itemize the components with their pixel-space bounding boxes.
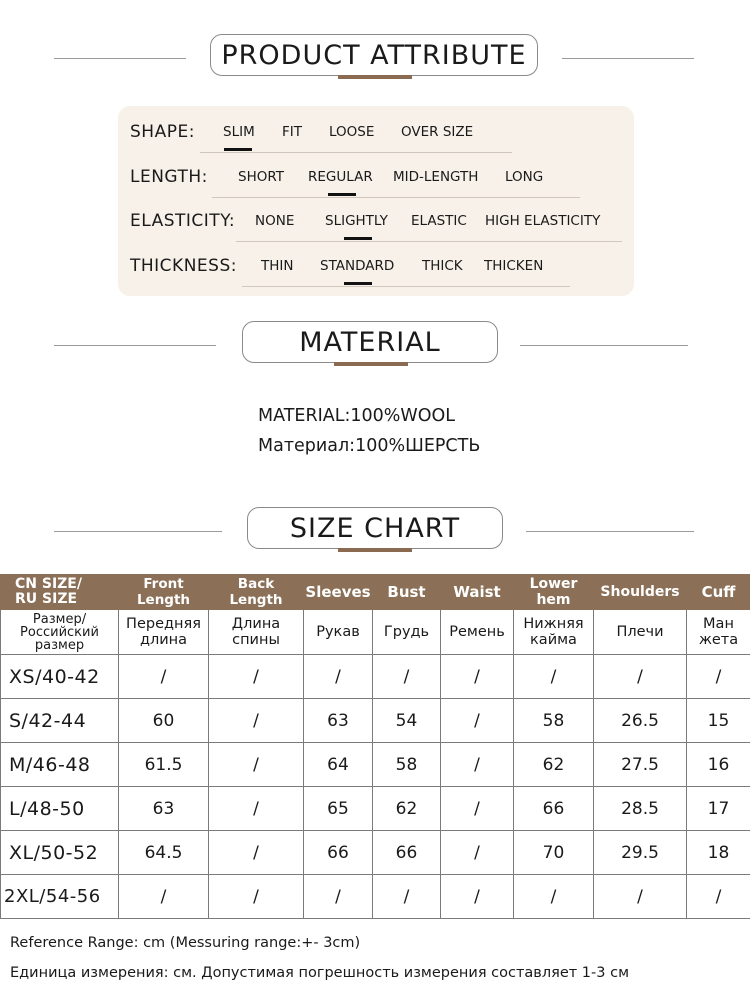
attr-underline (212, 197, 580, 198)
value-cell: 58 (514, 699, 594, 743)
attr-option: STANDARD (320, 258, 395, 274)
ru-line: Передняя (126, 616, 201, 632)
ru-line: Ремень (449, 624, 505, 640)
attr-option: HIGH ELASTICITY (485, 213, 601, 229)
header-line: CN SIZE/ (15, 576, 82, 592)
attr-underline (236, 241, 622, 242)
selected-mark (344, 282, 372, 285)
attr-option: THIN (261, 258, 294, 274)
divider-left (54, 58, 186, 59)
header-lower-hem: Lower hem (514, 575, 594, 610)
value-cell: / (119, 655, 209, 699)
accent-bar (334, 362, 408, 366)
divider-left (54, 531, 222, 532)
attr-option: OVER SIZE (401, 124, 474, 140)
attr-option: NONE (255, 213, 295, 229)
ru-line: жета (698, 632, 739, 648)
header-bust: Bust (373, 575, 441, 610)
header-cuff: Cuff (687, 575, 750, 610)
table-row (1, 787, 750, 831)
ru-line: кайма (530, 632, 577, 648)
header-shoulders: Shoulders (594, 575, 687, 610)
ru-header-shoulders (594, 610, 687, 655)
attr-row-elasticity (118, 207, 634, 237)
value-cell: / (441, 743, 514, 787)
accent-bar (338, 75, 412, 79)
header-line: RU SIZE (15, 591, 78, 607)
attr-option: THICKEN (484, 258, 544, 274)
material-header (0, 321, 750, 381)
value-cell: / (687, 875, 750, 919)
value-cell: 62 (373, 787, 441, 831)
value-cell: 63 (304, 699, 373, 743)
attr-option: MID-LENGTH (393, 169, 479, 185)
header-back-length: Back Length (209, 575, 304, 610)
selected-mark (344, 237, 372, 240)
ru-line: Ман (703, 616, 734, 632)
size-cell: XS/40-42 (1, 655, 119, 699)
value-cell: / (687, 655, 750, 699)
attr-row-length (118, 163, 634, 193)
ru-line: длина (139, 632, 188, 648)
value-cell: 28.5 (594, 787, 687, 831)
ru-header-cuff (687, 610, 750, 655)
attr-option: FIT (282, 124, 302, 140)
value-cell: 16 (687, 743, 750, 787)
value-cell: 61.5 (119, 743, 209, 787)
value-cell: / (594, 655, 687, 699)
header-sleeves: Sleeves (304, 575, 373, 610)
value-cell: 15 (687, 699, 750, 743)
value-cell: / (304, 655, 373, 699)
value-cell: / (209, 655, 304, 699)
ru-header-sleeves (304, 610, 373, 655)
ru-line: Российский (20, 624, 99, 640)
value-cell: / (209, 831, 304, 875)
value-cell: / (514, 875, 594, 919)
ru-header-front-length (119, 610, 209, 655)
ru-line: спины (232, 632, 280, 648)
value-cell: / (373, 875, 441, 919)
value-cell: 27.5 (594, 743, 687, 787)
attr-row-thickness (118, 252, 634, 282)
value-cell: 64 (304, 743, 373, 787)
value-cell: / (209, 699, 304, 743)
value-cell: / (209, 787, 304, 831)
value-cell: / (119, 875, 209, 919)
divider-right (520, 345, 688, 346)
attr-underline (242, 286, 570, 287)
value-cell: 58 (373, 743, 441, 787)
attr-option: SHORT (238, 169, 284, 185)
section-title: SIZE CHART (247, 507, 503, 549)
ru-line: Размер/ (32, 611, 87, 627)
accent-bar (338, 548, 412, 552)
attr-underline (200, 152, 512, 153)
value-cell: / (373, 655, 441, 699)
attr-label: THICKNESS: (130, 256, 237, 276)
ru-header-waist (441, 610, 514, 655)
selected-mark (224, 148, 252, 151)
divider-right (562, 58, 694, 59)
value-cell: 54 (373, 699, 441, 743)
ru-line: Плечи (616, 624, 664, 640)
header-waist: Waist (441, 575, 514, 610)
section-title: PRODUCT ATTRIBUTE (210, 34, 538, 76)
attr-label: SHAPE: (130, 122, 195, 142)
divider-left (54, 345, 216, 346)
ru-line: Грудь (383, 624, 430, 640)
size-chart-table (0, 574, 750, 919)
divider-right (526, 531, 694, 532)
value-cell: / (514, 655, 594, 699)
attr-label: LENGTH: (130, 167, 208, 187)
attr-option: ELASTIC (411, 213, 467, 229)
ru-line: Длина (231, 616, 281, 632)
value-cell: 66 (304, 831, 373, 875)
value-cell: 62 (514, 743, 594, 787)
attr-option: THICK (422, 258, 463, 274)
section-title: MATERIAL (242, 321, 498, 363)
header-front-length: Front Length (119, 575, 209, 610)
value-cell: 65 (304, 787, 373, 831)
attr-row-shape (118, 118, 634, 148)
attr-option: LOOSE (329, 124, 375, 140)
attr-label: ELASTICITY: (130, 211, 236, 231)
value-cell: 66 (514, 787, 594, 831)
value-cell: / (441, 831, 514, 875)
size-cell: M/46-48 (1, 743, 119, 787)
selected-mark (328, 193, 356, 196)
ru-header-bust (373, 610, 441, 655)
value-cell: 66 (373, 831, 441, 875)
material-en: MATERIAL:100%WOOL (258, 406, 456, 426)
value-cell: 60 (119, 699, 209, 743)
size-cell: XL/50-52 (1, 831, 119, 875)
product-attribute-header (0, 34, 750, 94)
value-cell: 63 (119, 787, 209, 831)
ru-line: Нижняя (523, 616, 584, 632)
attribute-panel (118, 106, 634, 296)
value-cell: / (441, 699, 514, 743)
ru-header-back-length (209, 610, 304, 655)
table-row (1, 699, 750, 743)
value-cell: / (209, 875, 304, 919)
ru-line: Рукав (316, 624, 360, 640)
ru-line: размер (34, 637, 85, 653)
value-cell: / (304, 875, 373, 919)
value-cell: 29.5 (594, 831, 687, 875)
value-cell: / (441, 655, 514, 699)
table-header-row (1, 575, 750, 610)
size-cell: S/42-44 (1, 699, 119, 743)
table-row (1, 655, 750, 699)
table-row (1, 743, 750, 787)
size-chart-header (0, 507, 750, 567)
value-cell: / (594, 875, 687, 919)
value-cell: / (441, 875, 514, 919)
value-cell: 18 (687, 831, 750, 875)
header-cn-ru-size (1, 575, 119, 610)
ru-header-lower-hem (514, 610, 594, 655)
size-cell: 2XL/54-56 (1, 875, 119, 919)
attr-option: REGULAR (308, 169, 373, 185)
value-cell: 17 (687, 787, 750, 831)
size-cell: L/48-50 (1, 787, 119, 831)
footnote-en: Reference Range: cm (Messuring range:+- 3cm) (10, 935, 361, 951)
attr-option: LONG (505, 169, 544, 185)
value-cell: / (209, 743, 304, 787)
table-ru-header-row (1, 610, 750, 655)
value-cell: / (441, 787, 514, 831)
table-row (1, 875, 750, 919)
value-cell: 26.5 (594, 699, 687, 743)
attr-option: SLIGHTLY (325, 213, 388, 229)
value-cell: 70 (514, 831, 594, 875)
material-ru: Материал:100%ШЕРСТЬ (258, 436, 481, 456)
value-cell: 64.5 (119, 831, 209, 875)
footnote-ru: Единица измерения: см. Допустимая погрешность измерения составляет 1-3 см (10, 965, 630, 981)
table-row (1, 831, 750, 875)
attr-option: SLIM (223, 124, 255, 140)
ru-header-size (1, 610, 119, 655)
